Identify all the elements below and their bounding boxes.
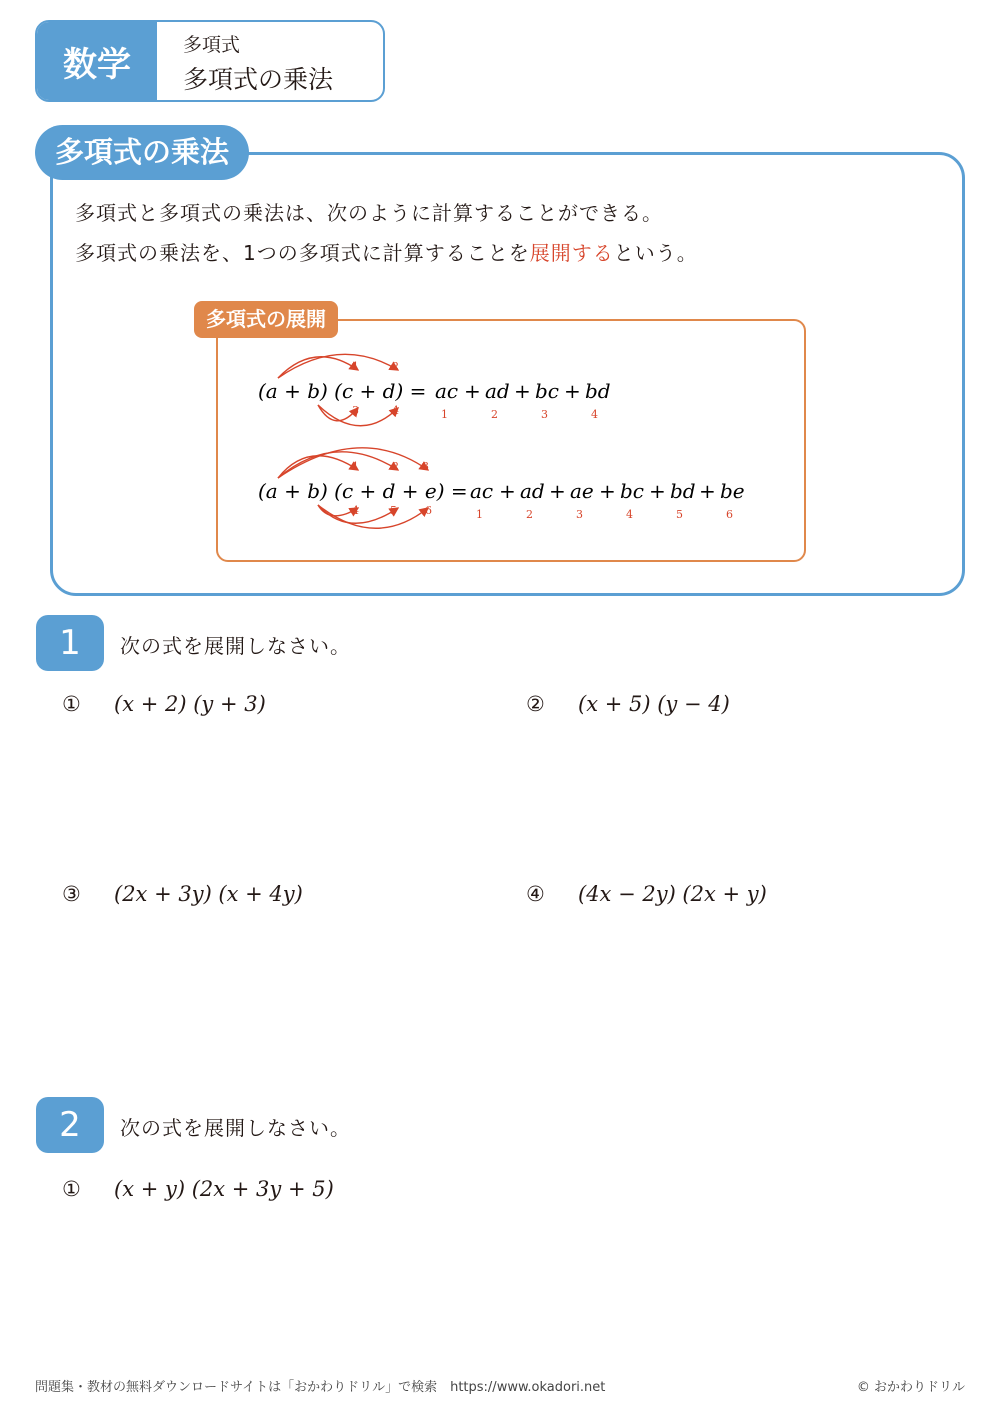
example-1-numbers [441,408,598,421]
header-box [35,20,385,102]
q1-item-2 [526,692,730,716]
explanation-line-2 [75,237,698,266]
plus-sign: + [549,479,566,503]
line2-emphasis: 展開する [529,241,614,265]
item-expression: (4x − 2y) (2x + y) [578,882,767,906]
svg-text:2: 2 [392,460,399,473]
question-1-text: 次の式を展開しなさい。 [120,634,351,658]
svg-text:5: 5 [390,504,397,517]
expansion-box-label: 多項式の展開 [194,301,338,338]
q1-item-1 [62,692,266,716]
plus-sign: + [464,379,481,403]
example-2-lhs: (a + b) (c + d + e) = [258,479,468,503]
item-mark: ④ [526,882,545,906]
svg-text:3: 3 [422,460,429,473]
term-index: 1 [441,408,448,421]
item-mark: ③ [62,882,81,906]
svg-text:1: 1 [352,460,359,473]
item-expression: (2x + 3y) (x + 4y) [114,882,303,906]
expanded-term: ae [570,479,594,503]
svg-text:4: 4 [352,504,359,517]
svg-text:6: 6 [425,504,432,517]
expanded-term: be [720,479,745,503]
explanation-heading: 多項式の乗法 [35,125,249,180]
term-index: 1 [476,508,483,521]
item-mark: ① [62,692,81,716]
footer-site-note: 問題集・教材の無料ダウンロードサイトは「おかわりドリル」で検索 https://www.okadori.net [35,1380,606,1395]
term-index: 6 [726,508,733,521]
expanded-term: bd [585,379,611,403]
plus-sign: + [564,379,581,403]
term-index: 3 [576,508,583,521]
plus-sign: + [699,479,716,503]
svg-text:4: 4 [392,404,399,417]
plus-sign: + [649,479,666,503]
line2-post: という。 [613,241,698,265]
expanded-term: bc [620,479,645,503]
plus-sign: + [599,479,616,503]
subject-label: 数学 [37,22,157,100]
item-mark: ② [526,692,545,716]
term-index: 2 [491,408,498,421]
question-1-number: 1 [36,615,104,671]
svg-text:1: 1 [352,360,359,373]
q1-item-3 [62,882,303,906]
category-label: 多項式 [183,34,241,56]
example-2-terms [470,479,745,503]
item-mark: ① [62,1177,81,1201]
item-expression: (x + 5) (y − 4) [578,692,730,716]
item-expression: (x + 2) (y + 3) [114,692,266,716]
expanded-term: ac [435,379,459,403]
expanded-term: ad [520,479,545,503]
expansion-diagram [250,350,770,540]
q1-item-4 [526,882,767,906]
question-2-number: 2 [36,1097,104,1153]
plus-sign: + [499,479,516,503]
term-index: 5 [676,508,683,521]
expanded-term: bc [535,379,560,403]
example-2-numbers [476,508,733,521]
svg-text:3: 3 [352,404,359,417]
example-1-lhs: (a + b) (c + d) = [258,379,427,403]
page-title: 多項式の乗法 [183,65,334,94]
question-2-text: 次の式を展開しなさい。 [120,1116,351,1140]
term-index: 3 [541,408,548,421]
term-index: 4 [626,508,633,521]
q2-item-1 [62,1177,334,1201]
svg-text:2: 2 [392,360,399,373]
plus-sign: + [514,379,531,403]
expanded-term: bd [670,479,696,503]
term-index: 2 [526,508,533,521]
term-index: 4 [591,408,598,421]
expanded-term: ad [485,379,510,403]
item-expression: (x + y) (2x + 3y + 5) [114,1177,334,1201]
example-1-terms [435,379,611,403]
line2-pre: 多項式の乗法を、1つの多項式に計算することを [75,241,530,265]
expanded-term: ac [470,479,494,503]
explanation-line-1: 多項式と多項式の乗法は、次のように計算することができる。 [75,201,663,225]
footer-copyright: © おかわりドリル [856,1380,965,1395]
